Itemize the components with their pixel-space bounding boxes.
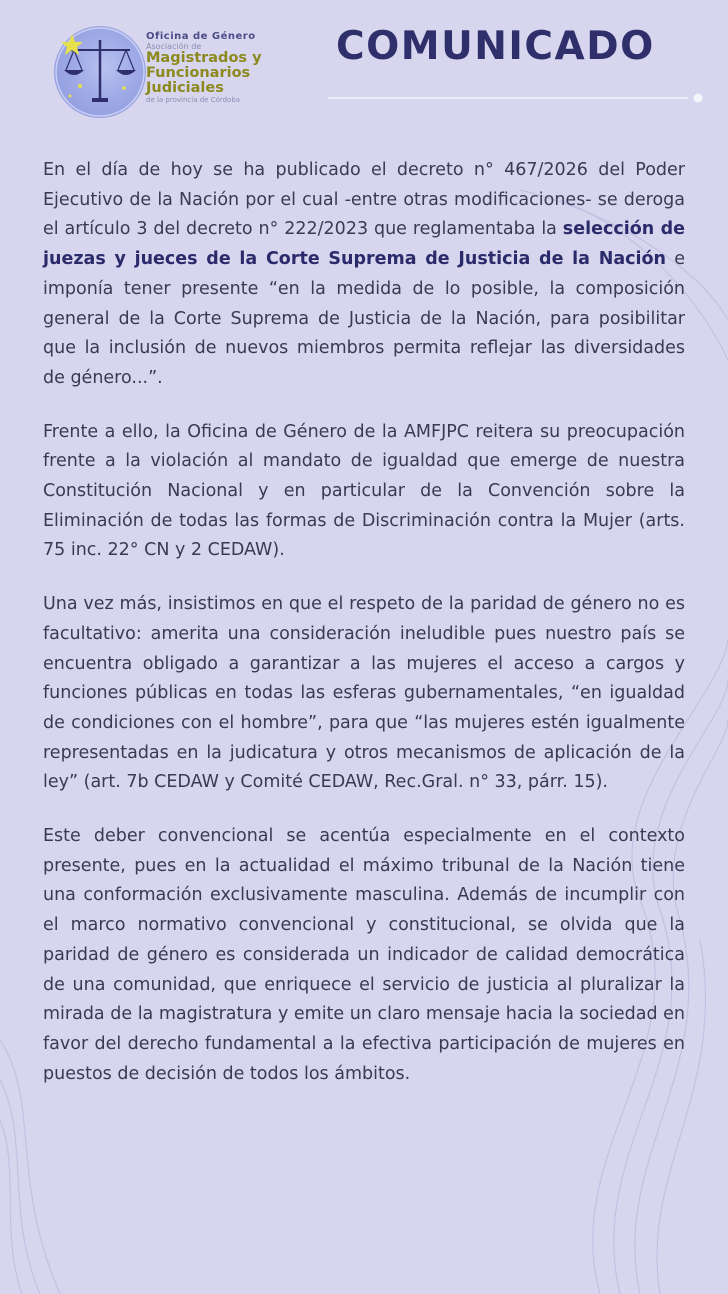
title-underline bbox=[328, 92, 708, 104]
paragraph-1 bbox=[43, 156, 685, 394]
paragraph-4: Este deber convencional se acentúa especialmente en el contexto presente, pues en la actualidad el máximo tribunal de la Nación tiene una conformación exclusivamente masculina. Además de incumplir con el marco normativo convencional y constitucional, se olvida que la paridad de género es considerada un indicador de calidad democrática de una comunidad, que enriquece el servicio de justicia al pluralizar la mirada de la magistratura y emite un claro mensaje hacia la sociedad en favor del derecho fundamental a la efectiva participación de mujeres en puestos de decisión de todos los ámbitos. bbox=[43, 826, 685, 1084]
paragraph-1-text-start: En el día de hoy se ha publicado el decreto n° 467/2026 del Poder Ejecutivo de la Nación por el cual -entre otras modificaciones- se deroga el artículo 3 del decreto n° 222/2023 que reglamentaba la bbox=[43, 160, 685, 240]
logo-province: de la provincia de Córdoba bbox=[146, 96, 241, 104]
logo-name-line-3: Judiciales bbox=[146, 80, 224, 96]
page-title: COMUNICADO bbox=[336, 24, 655, 69]
logo-association-prefix: Asociación de bbox=[146, 42, 202, 51]
scales-of-justice-icon bbox=[54, 26, 146, 118]
paragraph-1-text-end: e imponía tener presente “en la medida de lo posible, la composición general de la Corte Suprema de Justicia de la Nación, para posibilitar que la inclusión de nuevos miembros permita reflejar las diversidades de género...”. bbox=[43, 249, 685, 388]
communique-body bbox=[43, 156, 685, 1113]
logo-emblem bbox=[54, 26, 146, 118]
paragraph-1-emphasis: selección de juezas y jueces de la Corte Suprema de Justicia de la Nación bbox=[43, 219, 685, 270]
logo-name-line-1: Magistrados y bbox=[146, 50, 262, 66]
paragraph-3: Una vez más, insistimos en que el respeto de la paridad de género no es facultativo: amerita una consideración ineludible pues nuestro país se encuentra obligado a garantizar a las mujeres el acceso a cargos y funciones públicas en todas las esferas gubernamentales, “en igualdad de condiciones con el hombre”, para que “las mujeres estén igualmente representadas en la judicatura y otros mecanismos de aplicación de la ley” (art. 7b CEDAW y Comité CEDAW, Rec.Gral. n° 33, párr. 15). bbox=[43, 594, 685, 793]
organization-logo bbox=[54, 24, 274, 120]
paragraph-2: Frente a ello, la Oficina de Género de la AMFJPC reitera su preocupación frente a la violación al mandato de igualdad que emerge de nuestra Constitución Nacional y en particular de la Convención sobre la Eliminación de todas las formas de Discriminación contra la Mujer (arts. 75 inc. 22° CN y 2 CEDAW). bbox=[43, 421, 685, 561]
logo-name-line-2: Funcionarios bbox=[146, 65, 251, 81]
logo-office-name: Oficina de Género bbox=[146, 31, 256, 42]
